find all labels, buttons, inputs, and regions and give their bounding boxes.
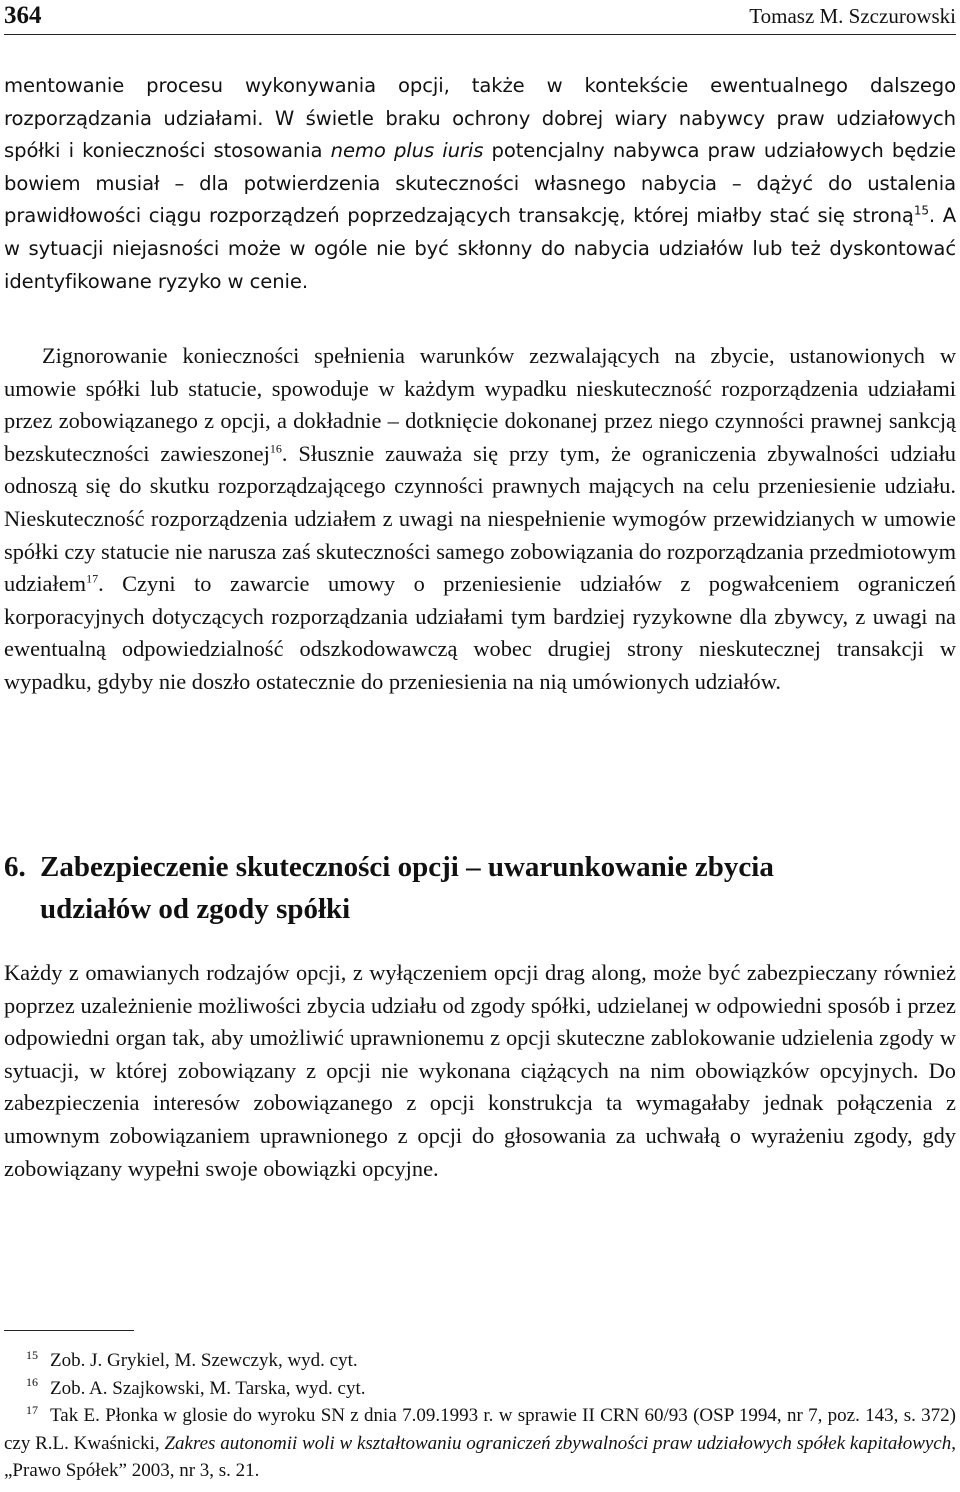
paragraph-2 (4, 340, 956, 699)
paragraph-2-text-c: . Czyni to zawarcie umowy o przeniesienie udziałów z pogwałceniem ograniczeń korporacyjnych dotyczących rozporządzania udziałami tym bardziej ryzykowne dla zbywcy, z uwagi na ewentualną odpowiedzialność odszkodowawczą wobec drugiej strony nieskutecznej transakcji w wypadku, gdyby nie doszło ostatecznie do przeniesienia na nią umówionych udziałów. (4, 571, 956, 694)
paragraph-1-text-a: mentowanie procesu wykonywania opcji, także w kontekście ewentualnego dalszego rozporządzania udziałami. W świetle braku ochrony dobrej wiary nabywcy praw udziałowych spółki i konieczności stosowania (4, 74, 956, 163)
section-title-line-1: Zabezpieczenie skuteczności opcji – uwarunkowanie zbycia (40, 851, 774, 883)
footnote-separator (4, 1330, 134, 1331)
paragraph-2-text-b: . Słusznie zauważa się przy tym, że ograniczenia zbywalności udziału odnoszą się do skutku rozporządzającego czynności prawnych mających na celu przeniesienie udziału. Nieskuteczność rozporządzenia udziałem z uwagi na niespełnienie wymogów przewidzianych w umowie spółki czy statucie nie narusza zaś skuteczności samego zobowiązania do rozporządzania przedmiotowym udziałem (4, 440, 956, 597)
paragraph-1-italic-term: nemo plus iuris (330, 139, 484, 163)
footnote-ref-17[interactable]: 17 (86, 571, 99, 586)
footnote-text-a: Tak E. Płonka w glosie do wyroku SN z dnia 7.09.1993 r. w sprawie II CRN 60/93 (OSP 1994, nr 7, poz. 143, s. 372) czy R.L. Kwaśnicki, (4, 1405, 956, 1454)
section-number: 6. (4, 851, 26, 883)
footnote-text: Zob. J. Grykiel, M. Szewczyk, wyd. cyt. (50, 1350, 358, 1371)
footnote-italic-title: Zakres autonomii woli w kształtowaniu ograniczeń zbywalności praw udziałowych spółek kapitałowych (164, 1432, 952, 1454)
footnote-16: 16 Zob. A. Szajkowski, M. Tarska, wyd. cyt. (26, 1375, 366, 1399)
page-header (4, 0, 956, 35)
paragraph-3: Każdy z omawianych rodzajów opcji, z wyłączeniem opcji drag along, może być zabezpieczany również poprzez uzależnienie możliwości zbycia udziału od zgody spółki, udzielanej w odpowiedni sposób i przez odpowiedni organ tak, aby umożliwić uprawnionemu z opcji skuteczne zablokowanie udzielenia zgody w sytuacji, w której zobowiązany z opcji nie wykonana ciążących na nim obowiązków opcyjnych. Do zabezpieczenia interesów zobowiązanego z opcji konstrukcja ta wymagałaby jednak połączenia z umownym zobowiązaniem uprawnionego z opcji do głosowania za uchwałą o wyrażeniu zgody, gdy zobowiązany wypełni swoje obowiązki opcyjne. (4, 960, 956, 1181)
footnote-ref-15[interactable]: 15 (913, 203, 929, 218)
section-title-line-2: udziałów od zgody spółki (40, 893, 351, 925)
footnote-ref-16[interactable]: 16 (269, 441, 282, 456)
running-head-author: Tomasz M. Szczurowski (749, 4, 956, 28)
paragraph-1-text-b: potencjalny nabywca praw udziałowych będzie bowiem musiał – dla potwierdzenia skuteczności własnego nabycia – dążyć do ustalenia prawidłowości ciągu rozporządzeń poprzedzających transakcję, której miałby stać się stroną (4, 139, 956, 228)
footnote-text: Zob. A. Szajkowski, M. Tarska, wyd. cyt. (50, 1377, 366, 1399)
footnote-15: 15 Zob. J. Grykiel, M. Szewczyk, wyd. cyt. (26, 1347, 358, 1371)
footnote-text-b: , „Prawo Spółek” 2003, nr 3, s. 21. (4, 1432, 956, 1481)
paragraph-2-text-a: Zignorowanie konieczności spełnienia warunków zezwalających na zbycie, ustanowionych w umowie spółki lub statucie, spowoduje w każdym wypadku nieskuteczność rozporządzenia udziałami przez zobowiązanego z opcji, a dokładnie – dotknięcie dokonanej przez niego czynności prawnej sankcją bezskuteczności zawieszonej (4, 343, 956, 466)
footnote-17: 17 Tak E. Płonka w glosie do wyroku SN z dnia 7.09.1993 r. w sprawie II CRN 60/93 (OSP 1994, nr 7, poz. 143, s. 372) czy R.L. Kwaśnicki, Zakres autonomii woli w kształtowaniu ograniczeń zbywalności praw udziałowych spółek kapitałowych, „Prawo Spółek” 2003, nr 3, s. 21. (4, 1402, 956, 1481)
paragraph-1 (4, 70, 956, 298)
section-heading (4, 846, 940, 930)
page-number: 364 (4, 2, 42, 29)
paragraph-1-text-c: . A w sytuacji niejasności może w ogóle nie być skłonny do nabycia udziałów lub też dyskontować identyfikowane ryzyko w cenie. (4, 204, 956, 293)
footnotes (4, 1347, 956, 1485)
